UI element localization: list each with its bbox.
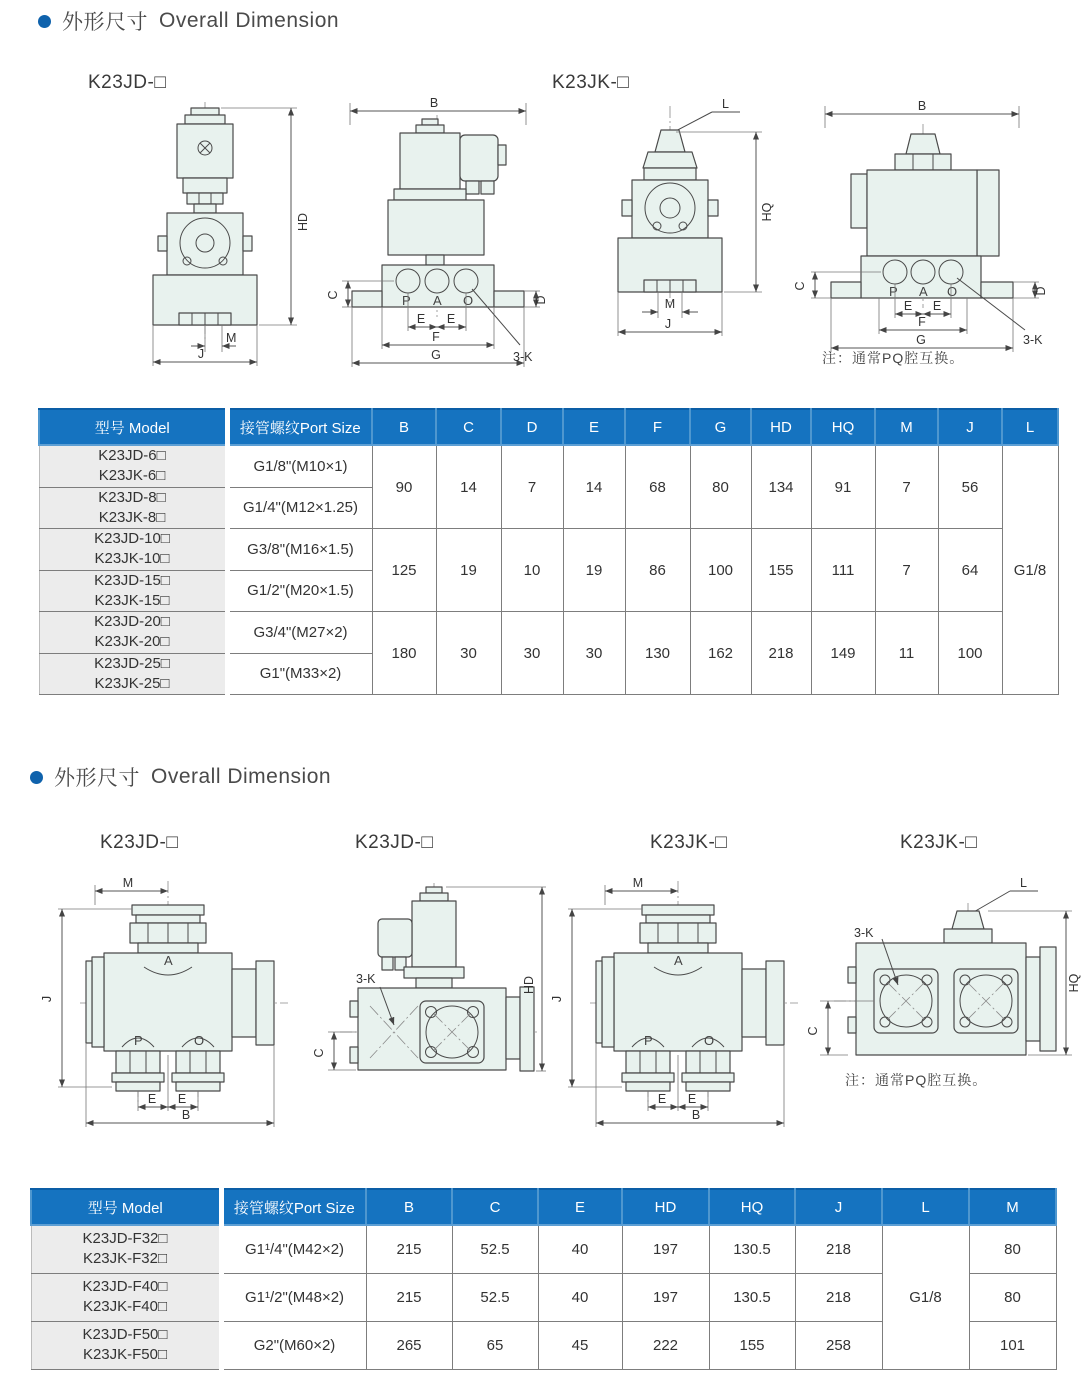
value-cell-c: 52.5 — [452, 1225, 538, 1273]
bullet-icon — [30, 771, 43, 784]
dim-label-3k: 3-K — [854, 926, 874, 940]
col-header-b: B — [372, 409, 436, 445]
valve-body — [831, 170, 1013, 298]
col-header-hq: HQ — [709, 1189, 795, 1225]
value-cell-m: 101 — [969, 1321, 1056, 1369]
dim-label-hd: HD — [296, 212, 310, 232]
value-cell-m: 7 — [875, 445, 938, 529]
value-cell-j: 258 — [795, 1321, 882, 1369]
model-name: K23JD-F32□ — [82, 1230, 168, 1247]
value-cell-e: 45 — [538, 1321, 622, 1369]
label-k23jd: K23JD-□ — [88, 72, 167, 93]
drawing-k23jk-f-side-view — [798, 875, 1081, 1130]
dim-label-g: G — [916, 333, 926, 347]
fitting-body — [596, 953, 784, 1051]
dim-label-3k: 3-K — [1023, 333, 1043, 347]
valve-body — [153, 213, 257, 325]
bottom-port-p — [622, 1051, 674, 1091]
value-cell-m: 7 — [875, 529, 938, 612]
value-cell-d: 10 — [501, 529, 563, 612]
dimension-table-flanged — [30, 1188, 1057, 1370]
model-name: K23JK-F50□ — [82, 1346, 168, 1363]
dim-label-e1: E — [903, 299, 913, 313]
section2-title-en: Overall Dimension — [151, 765, 332, 788]
model-cell — [31, 1321, 221, 1369]
model-name: K23JK-8□ — [98, 508, 166, 526]
manual-knob — [944, 911, 992, 943]
manual-knob — [895, 134, 951, 170]
model-cell — [39, 529, 227, 571]
value-cell-j: 218 — [795, 1273, 882, 1321]
value-cell-f: 68 — [625, 445, 690, 529]
solenoid-coil — [400, 119, 506, 194]
label-k23jk-f-1: K23JK-□ — [650, 832, 728, 853]
value-cell-l: G1/8 — [1002, 445, 1058, 695]
value-cell-g: 162 — [690, 612, 751, 695]
model-cell — [39, 612, 227, 654]
value-cell-hd: 134 — [751, 445, 811, 529]
dim-label-j: J — [664, 317, 672, 331]
value-cell-hd: 197 — [622, 1225, 709, 1273]
model-name: K23JD-15□ — [94, 571, 170, 589]
value-cell-b: 90 — [372, 445, 436, 529]
fitting-body — [86, 953, 274, 1051]
solenoid-coil — [177, 108, 233, 213]
port-label-p: P — [402, 293, 411, 308]
value-cell-b: 265 — [366, 1321, 452, 1369]
port-label-o: O — [194, 1033, 205, 1048]
label-k23jd-f-2: K23JD-□ — [355, 832, 434, 853]
port-label-a: A — [919, 284, 928, 299]
value-cell-f: 86 — [625, 529, 690, 612]
model-name: K23JK-10□ — [94, 550, 170, 568]
bottom-port-o — [172, 1051, 224, 1091]
value-cell-m: 11 — [875, 612, 938, 695]
value-cell-b: 180 — [372, 612, 436, 695]
port-label-o: O — [463, 293, 474, 308]
value-cell-d: 30 — [501, 612, 563, 695]
bottom-port-o — [682, 1051, 734, 1091]
dim-label-f: F — [432, 330, 440, 344]
value-cell-g: 100 — [690, 529, 751, 612]
dim-label-e2: E — [177, 1092, 187, 1106]
col-header-model: 型号 Model — [39, 409, 227, 445]
col-header-hd: HD — [751, 409, 811, 445]
value-cell-c: 14 — [436, 445, 501, 529]
valve-body — [352, 189, 524, 307]
model-name: K23JK-F32□ — [82, 1250, 168, 1268]
port-label-p: P — [134, 1033, 143, 1048]
col-header-model: 型号 Model — [31, 1189, 221, 1225]
dim-label-m: M — [664, 297, 676, 311]
dim-label-g: G — [431, 348, 441, 362]
value-cell-j: 56 — [938, 445, 1002, 529]
col-header-hq: HQ — [811, 409, 875, 445]
valve-body — [618, 180, 722, 292]
value-cell-hq: 130.5 — [709, 1273, 795, 1321]
model-name: K23JD-8□ — [98, 488, 166, 506]
model-name: K23JK-15□ — [94, 591, 170, 609]
model-name: K23JD-6□ — [98, 447, 166, 464]
value-cell-hd: 197 — [622, 1273, 709, 1321]
value-cell-j: 100 — [938, 612, 1002, 695]
dim-label-e2: E — [446, 312, 456, 326]
col-header-port-size: 接管螺纹Port Size — [227, 409, 372, 445]
col-header-b: B — [366, 1189, 452, 1225]
col-header-l: L — [882, 1189, 969, 1225]
value-cell-l: G1/8 — [882, 1225, 969, 1369]
drawing-k23jd-f-side-view — [300, 875, 555, 1130]
dim-label-c: C — [806, 1026, 820, 1036]
dim-label-3k: 3-K — [513, 350, 533, 364]
dim-label-l: L — [722, 97, 729, 111]
col-header-m: M — [875, 409, 938, 445]
value-cell-c: 52.5 — [452, 1273, 538, 1321]
dim-label-l: L — [1020, 876, 1027, 890]
value-cell-hd: 222 — [622, 1321, 709, 1369]
value-cell-e: 30 — [563, 612, 625, 695]
col-header-g: G — [690, 409, 751, 445]
dim-label-m: M — [122, 876, 134, 890]
fitting-body — [848, 943, 1056, 1055]
dim-label-e1: E — [147, 1092, 157, 1106]
dim-label-b: B — [917, 99, 927, 113]
value-cell-j: 64 — [938, 529, 1002, 612]
value-cell-hd: 155 — [751, 529, 811, 612]
dim-label-j: J — [40, 995, 54, 1003]
model-cell — [31, 1225, 221, 1273]
dim-label-e2: E — [687, 1092, 697, 1106]
value-cell-e: 14 — [563, 445, 625, 529]
model-cell — [39, 653, 227, 695]
value-cell-c: 65 — [452, 1321, 538, 1369]
dim-label-e1: E — [416, 312, 426, 326]
col-header-port-size: 接管螺纹Port Size — [221, 1189, 366, 1225]
model-cell — [31, 1273, 221, 1321]
model-cell — [39, 445, 227, 487]
value-cell-c: 19 — [436, 529, 501, 612]
dim-label-d: D — [1034, 286, 1048, 296]
value-cell-hq: 111 — [811, 529, 875, 612]
model-cell — [39, 487, 227, 529]
dimension-table-threaded — [38, 408, 1059, 695]
dim-label-hq: HQ — [1067, 973, 1081, 993]
value-cell-hq: 149 — [811, 612, 875, 695]
port-size-cell: G1"(M33×2) — [227, 653, 372, 695]
port-label-p: P — [889, 284, 898, 299]
col-header-e: E — [538, 1189, 622, 1225]
dim-label-f: F — [918, 315, 926, 329]
section1-title-en: Overall Dimension — [159, 9, 340, 32]
dim-label-3k: 3-K — [356, 972, 376, 986]
label-k23jk-f-2: K23JK-□ — [900, 832, 978, 853]
manual-knob — [643, 130, 697, 180]
port-label-a: A — [433, 293, 442, 308]
value-cell-hq: 155 — [709, 1321, 795, 1369]
col-header-f: F — [625, 409, 690, 445]
value-cell-m: 80 — [969, 1273, 1056, 1321]
col-header-hd: HD — [622, 1189, 709, 1225]
col-header-d: D — [501, 409, 563, 445]
value-cell-b: 125 — [372, 529, 436, 612]
dim-label-b: B — [691, 1108, 701, 1122]
value-cell-b: 215 — [366, 1273, 452, 1321]
value-cell-g: 80 — [690, 445, 751, 529]
col-header-e: E — [563, 409, 625, 445]
model-name: K23JK-6□ — [98, 467, 166, 485]
value-cell-j: 218 — [795, 1225, 882, 1273]
col-header-m: M — [969, 1189, 1056, 1225]
port-size-cell: G1¹/4"(M42×2) — [221, 1225, 366, 1273]
note-pq-interchange: 注：通常PQ腔互换。 — [822, 350, 965, 366]
dim-label-b: B — [181, 1108, 191, 1122]
value-cell-c: 30 — [436, 612, 501, 695]
model-name: K23JD-F50□ — [82, 1325, 168, 1343]
solenoid-coil — [378, 887, 464, 988]
value-cell-hq: 91 — [811, 445, 875, 529]
port-size-cell: G1/2"(M20×1.5) — [227, 570, 372, 612]
port-size-cell: G2"(M60×2) — [221, 1321, 366, 1369]
dim-label-e2: E — [932, 299, 942, 313]
dim-label-c: C — [312, 1048, 326, 1058]
top-port-a — [130, 905, 206, 953]
bottom-port-p — [112, 1051, 164, 1091]
dim-label-d: D — [534, 295, 548, 305]
port-label-a: A — [674, 953, 683, 968]
model-name: K23JK-25□ — [94, 674, 170, 692]
model-name: K23JD-F40□ — [82, 1277, 168, 1295]
port-size-cell: G1/8"(M10×1) — [227, 445, 372, 487]
section1-title-zh: 外形尺寸 — [62, 11, 148, 34]
value-cell-e: 40 — [538, 1225, 622, 1273]
port-label-o: O — [947, 284, 958, 299]
model-cell — [39, 570, 227, 612]
model-name: K23JD-20□ — [94, 613, 170, 630]
port-size-cell: G1¹/2"(M48×2) — [221, 1273, 366, 1321]
model-name: K23JK-20□ — [94, 633, 170, 651]
value-cell-d: 7 — [501, 445, 563, 529]
drawing-k23jd-front-view — [95, 98, 330, 370]
value-cell-e: 40 — [538, 1273, 622, 1321]
value-cell-hd: 218 — [751, 612, 811, 695]
section2-title-zh: 外形尺寸 — [54, 767, 140, 790]
dim-label-hd: HD — [522, 975, 536, 995]
dim-label-hq: HQ — [760, 202, 774, 222]
bullet-icon — [38, 15, 51, 28]
port-size-cell: G1/4"(M12×1.25) — [227, 487, 372, 529]
port-label-a: A — [164, 953, 173, 968]
top-port-a — [640, 905, 716, 953]
model-name: K23JK-F40□ — [82, 1298, 168, 1315]
fitting-body — [350, 987, 534, 1071]
label-k23jk: K23JK-□ — [552, 72, 630, 93]
dim-label-e1: E — [657, 1092, 667, 1106]
port-label-o: O — [704, 1033, 715, 1048]
value-cell-e: 19 — [563, 529, 625, 612]
dim-label-c: C — [326, 290, 340, 300]
dim-label-c: C — [793, 281, 807, 291]
drawing-k23jk-f-front-view — [550, 875, 805, 1130]
col-header-l: L — [1002, 409, 1058, 445]
drawing-k23jd-side-view — [326, 95, 548, 380]
port-size-cell: G3/8"(M16×1.5) — [227, 529, 372, 571]
col-header-j: J — [795, 1189, 882, 1225]
dim-label-j: J — [197, 347, 205, 361]
drawing-k23jd-f-front-view — [40, 875, 295, 1130]
section1-title — [38, 6, 339, 36]
dim-label-j: J — [550, 995, 564, 1003]
port-size-cell: G3/4"(M27×2) — [227, 612, 372, 654]
model-name: K23JD-10□ — [94, 530, 170, 547]
note-pq-interchange-2: 注：通常PQ腔互换。 — [845, 1072, 988, 1088]
section2-title — [30, 762, 331, 792]
port-label-p: P — [644, 1033, 653, 1048]
dim-label-m: M — [632, 876, 644, 890]
col-header-c: C — [436, 409, 501, 445]
dim-label-b: B — [429, 96, 439, 110]
value-cell-m: 80 — [969, 1225, 1056, 1273]
col-header-c: C — [452, 1189, 538, 1225]
model-name: K23JD-25□ — [94, 654, 170, 672]
label-k23jd-f-1: K23JD-□ — [100, 832, 179, 853]
col-header-j: J — [938, 409, 1002, 445]
value-cell-hq: 130.5 — [709, 1225, 795, 1273]
dim-label-m: M — [226, 331, 237, 345]
value-cell-b: 215 — [366, 1225, 452, 1273]
drawing-k23jk-side-view — [795, 100, 1070, 365]
drawing-k23jk-front-view — [560, 97, 795, 370]
value-cell-f: 130 — [625, 612, 690, 695]
